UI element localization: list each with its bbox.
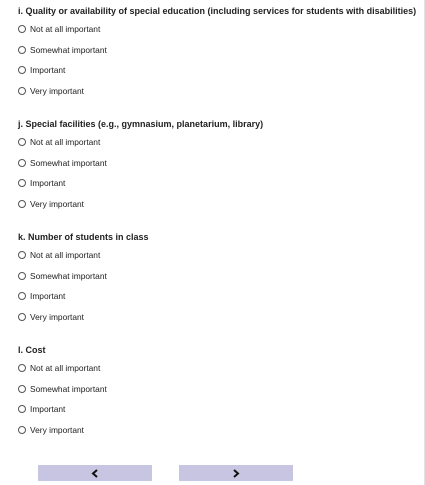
radio-button[interactable] bbox=[18, 364, 26, 372]
radio-button[interactable] bbox=[18, 200, 26, 208]
option-label: Not at all important bbox=[30, 24, 101, 35]
radio-button[interactable] bbox=[18, 426, 26, 434]
option-label: Very important bbox=[30, 198, 84, 209]
radio-button[interactable] bbox=[18, 251, 26, 259]
option-label: Important bbox=[30, 291, 66, 302]
option-label: Very important bbox=[30, 85, 84, 96]
option-label: Somewhat important bbox=[30, 270, 107, 281]
option-label: Somewhat important bbox=[30, 157, 107, 168]
question-title: i. Quality or availability of special education (including services for students with disabilities) bbox=[18, 6, 417, 16]
radio-button[interactable] bbox=[18, 138, 26, 146]
radio-button[interactable] bbox=[18, 87, 26, 95]
option-somewhat-important[interactable] bbox=[18, 379, 418, 400]
option-important[interactable] bbox=[18, 286, 418, 307]
option-label: Important bbox=[30, 404, 66, 415]
radio-button[interactable] bbox=[18, 313, 26, 321]
option-very-important[interactable] bbox=[18, 81, 418, 102]
radio-button[interactable] bbox=[18, 159, 26, 167]
option-label: Important bbox=[30, 178, 66, 189]
chevron-left-icon bbox=[91, 469, 99, 478]
option-label: Not at all important bbox=[30, 250, 101, 261]
option-label: Very important bbox=[30, 311, 84, 322]
option-somewhat-important[interactable] bbox=[18, 266, 418, 287]
chevron-right-icon bbox=[232, 469, 240, 478]
option-label: Important bbox=[30, 65, 66, 76]
option-very-important[interactable] bbox=[18, 194, 418, 215]
radio-button[interactable] bbox=[18, 46, 26, 54]
option-important[interactable] bbox=[18, 173, 418, 194]
previous-button[interactable] bbox=[38, 465, 152, 481]
option-label: Not at all important bbox=[30, 137, 101, 148]
radio-button[interactable] bbox=[18, 66, 26, 74]
question-title: l. Cost bbox=[18, 345, 46, 355]
option-not-at-all-important[interactable] bbox=[18, 19, 418, 40]
question-special-education bbox=[18, 6, 418, 101]
option-very-important[interactable] bbox=[18, 420, 418, 441]
question-cost bbox=[18, 345, 418, 440]
option-very-important[interactable] bbox=[18, 307, 418, 328]
question-class-size bbox=[18, 232, 418, 327]
question-title: j. Special facilities (e.g., gymnasium, planetarium, library) bbox=[18, 119, 264, 129]
option-not-at-all-important[interactable] bbox=[18, 132, 418, 153]
radio-button[interactable] bbox=[18, 179, 26, 187]
option-important[interactable] bbox=[18, 399, 418, 420]
radio-button[interactable] bbox=[18, 292, 26, 300]
option-not-at-all-important[interactable] bbox=[18, 245, 418, 266]
radio-button[interactable] bbox=[18, 385, 26, 393]
option-label: Somewhat important bbox=[30, 44, 107, 55]
radio-button[interactable] bbox=[18, 272, 26, 280]
option-label: Very important bbox=[30, 424, 84, 435]
option-label: Somewhat important bbox=[30, 383, 107, 394]
next-button[interactable] bbox=[179, 465, 293, 481]
question-special-facilities bbox=[18, 119, 418, 214]
option-label: Not at all important bbox=[30, 363, 101, 374]
option-not-at-all-important[interactable] bbox=[18, 358, 418, 379]
radio-button[interactable] bbox=[18, 405, 26, 413]
option-important[interactable] bbox=[18, 60, 418, 81]
option-somewhat-important[interactable] bbox=[18, 40, 418, 61]
option-somewhat-important[interactable] bbox=[18, 153, 418, 174]
radio-button[interactable] bbox=[18, 25, 26, 33]
question-title: k. Number of students in class bbox=[18, 232, 149, 242]
